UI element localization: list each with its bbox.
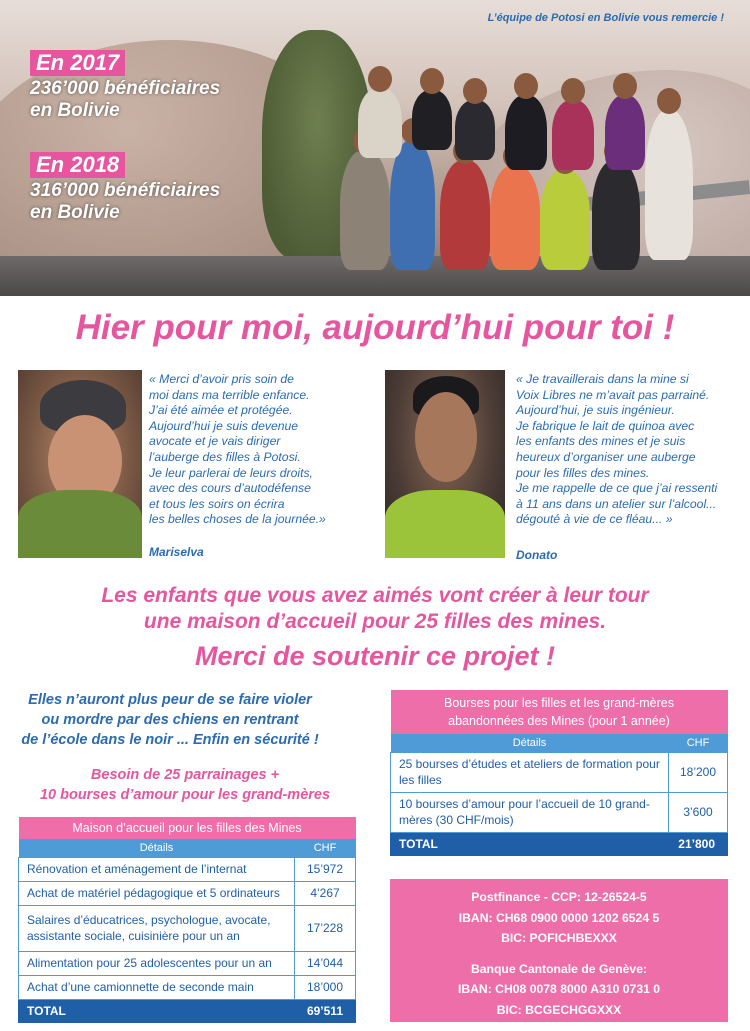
table-row: [19, 881, 356, 905]
column-header-chf: CHF: [295, 839, 356, 857]
table-title: Bourses pour les filles et les grand-mères abandonnées des Mines (pour 1 année): [391, 690, 728, 734]
table-title: Maison d’accueil pour les filles des Mines: [19, 817, 356, 839]
mariselva-quote: « Merci d’avoir pris soin de moi dans ma terrible enfance. J’ai été aimée et protégée. Aujourd’hui je suis devenue avocate et je vais diriger l’auberge des filles à Potosi. Je leur parlerai de leurs droits, avec des cours d’autodéfense et tous les soirs on écrira les belles choses de la journée.»: [149, 372, 326, 527]
hero-thanks-text: L’équipe de Potosi en Bolivie vous remercie !: [487, 12, 724, 24]
table-row: [19, 905, 356, 951]
table-row: [391, 752, 728, 792]
group-of-people: [330, 70, 710, 280]
postfinance-account: Postfinance - CCP: 12-26524-5: [471, 890, 647, 904]
row-amount: 15’972: [295, 857, 356, 881]
bcge-bic: BIC: BCGECHGGXXX: [496, 1002, 622, 1017]
callout-text: Les enfants que vous avez aimés vont créer à leur tour une maison d’accueil pour 25 filles des mines.: [101, 584, 649, 633]
table-row: [391, 792, 728, 832]
stat-year: En 2017: [30, 50, 125, 76]
bcge-name: Banque Cantonale de Genève:: [470, 961, 648, 976]
total-label: TOTAL: [391, 832, 669, 855]
maison-table: [18, 817, 356, 1023]
row-amount: 17’228: [295, 905, 356, 951]
need-text: Besoin de 25 parrainages + 10 bourses d’amour pour les grand-mères: [39, 767, 331, 803]
row-label: Rénovation et aménagement de l’internat: [19, 857, 295, 881]
postfinance-iban: IBAN: CH68 0900 0000 1202 6524 5: [458, 910, 660, 925]
hero-photo: [0, 0, 750, 296]
bank-details: [390, 879, 728, 1022]
donato-name: Donato: [516, 548, 558, 562]
column-header-details: Détails: [19, 839, 295, 857]
row-label: Alimentation pour 25 adolescentes pour un an: [19, 951, 295, 975]
stat-year: En 2018: [30, 152, 125, 178]
table-row: [19, 975, 356, 999]
row-label: Achat d’une camionnette de seconde main: [19, 975, 295, 999]
total-amount: 21’800: [669, 832, 728, 855]
row-label: 10 bourses d’amour pour l’accueil de 10 grand-mères (30 CHF/mois): [391, 792, 669, 832]
total-label: TOTAL: [19, 999, 295, 1022]
mariselva-photo: [18, 370, 142, 558]
row-amount: 18’200: [669, 752, 728, 792]
row-label: Salaires d’éducatrices, psychologue, avocate, assistante sociale, cuisinière pour un an: [19, 905, 295, 951]
row-amount: 14’044: [295, 951, 356, 975]
column-header-chf: CHF: [669, 734, 728, 752]
row-amount: 3’600: [669, 792, 728, 832]
table-row: [19, 951, 356, 975]
column-header-details: Détails: [391, 734, 669, 752]
row-amount: 18’000: [295, 975, 356, 999]
row-label: Achat de matériel pédagogique et 5 ordinateurs: [19, 881, 295, 905]
bourses-table: [390, 690, 728, 856]
stat-text: 236’000 bénéficiaires en Bolivie: [30, 78, 221, 121]
table-total-row: [391, 832, 728, 855]
stat-text: 316’000 bénéficiaires en Bolivie: [30, 180, 221, 223]
table-total-row: [19, 999, 356, 1022]
callout-thanks: Merci de soutenir ce projet !: [194, 641, 556, 671]
page-title: Hier pour moi, aujourd’hui pour toi !: [75, 308, 675, 347]
postfinance-bic: BIC: POFICHBEXXX: [501, 931, 617, 945]
bcge-iban: IBAN: CH08 0078 8000 A310 0731 0: [457, 982, 661, 996]
stat-2017: [30, 50, 220, 122]
row-label: 25 bourses d’études et ateliers de formation pour les filles: [391, 752, 669, 792]
donato-quote: « Je travaillerais dans la mine si Voix Libres ne m’avait pas parrainé. Aujourd’hui, je suis ingénieur. Je fabrique le lait de quinoa avec les enfants des mines et je suis heureux d’organiser une auberge pour les filles des mines. Je me rappelle de ce que j’ai ressenti à 11 ans dans un atelier sur l’alcool... dégouté à vie de ce fléau... »: [516, 372, 718, 527]
stat-2018: [30, 152, 220, 224]
safety-text: Elles n’auront plus peur de se faire violer ou mordre par des chiens en rentrant de l’école dans le noir ... Enfin en sécurité !: [21, 692, 319, 748]
total-amount: 69’511: [295, 999, 356, 1022]
donato-photo: [385, 370, 505, 558]
mariselva-name: Mariselva: [149, 545, 204, 559]
table-row: [19, 857, 356, 881]
row-amount: 4’267: [295, 881, 356, 905]
